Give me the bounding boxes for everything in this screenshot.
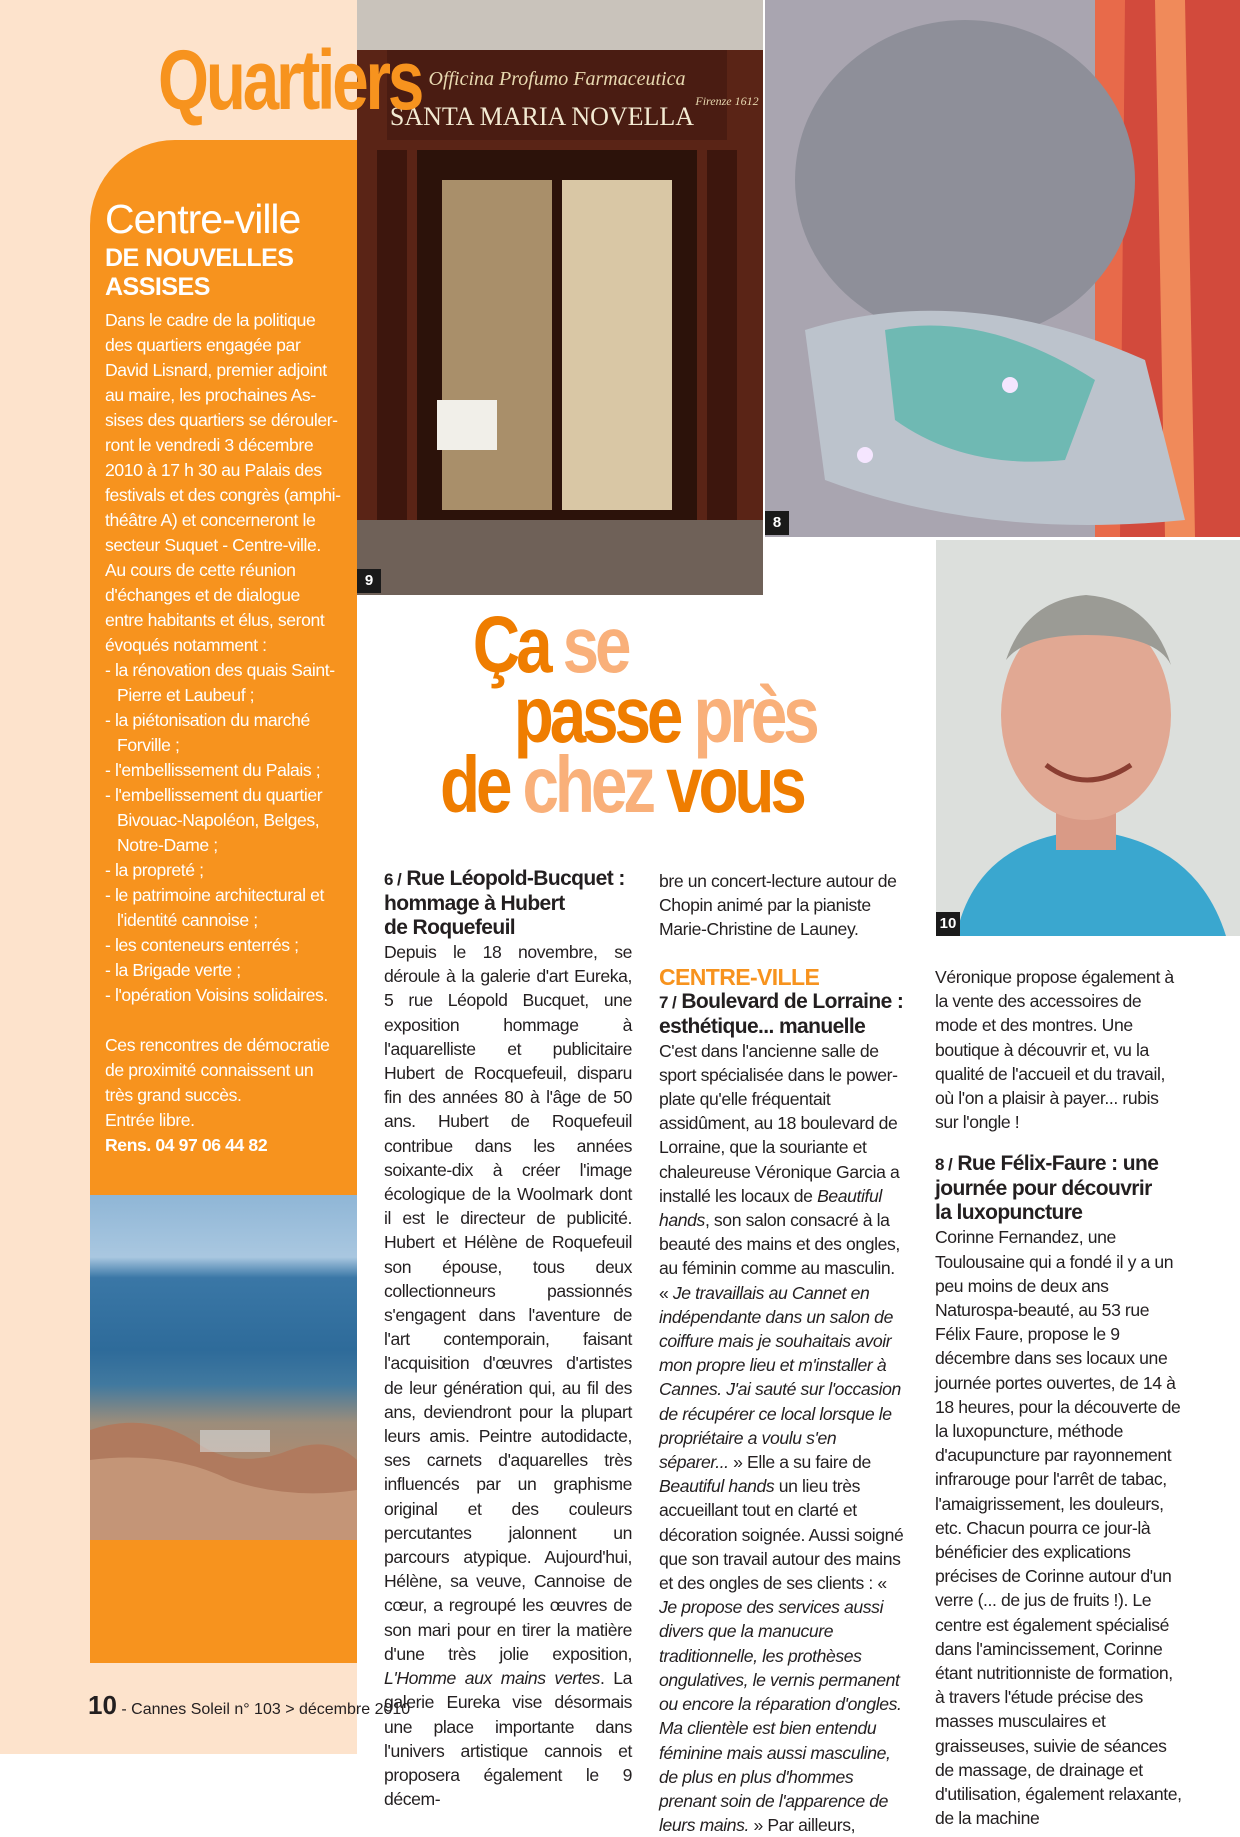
main-headline [440, 600, 825, 829]
body-text: , son salon consacré à la beauté des mains et des ongles, au féminin comme au masculin. [659, 1210, 900, 1279]
article-title-line: journée pour découvrir [935, 1177, 1152, 1201]
article-7-section-label: CENTRE-VILLE [659, 963, 820, 990]
sidebar-list-item: - les conteneurs enterrés ; [105, 935, 299, 955]
machine-illustration [765, 0, 1240, 537]
article-title-line: Boulevard de Lorraine : [681, 989, 904, 1013]
sidebar-line: au maire, les prochaines As- [105, 385, 316, 405]
body-text: » Par ailleurs, [749, 1815, 856, 1836]
photo-number: 8 [765, 511, 789, 535]
sidebar-line: David Lisnard, premier adjoint [105, 360, 327, 380]
article-8-body: Corinne Fernandez, une Toulousaine qui a fondé il y a un peu moins de deux ans Naturospa-beauté, au 53 rue Félix Faure, propose le 9 décembre dans ses locaux une journée portes ouvertes, de 14 à 18 heures, pour la découverte de la luxopuncture, méthode d'acupuncture par rayonnement infrarouge pour l'arrêt de tabac, l'amaigrissement, les douleurs, etc. Chacun pourra ce jour-là bénéficier des explications précises de Corinne autour d'un verre (... de jus de fruits !). Le centre est également spécialisé dans l'amincissement, Corinne étant nutritionniste de formation, à travers l'étude précise des masses musculaires et graisseuses, suivie de séances de massage, de drainage et d'utilisation, également relaxante, de la machine [935, 1227, 1182, 1829]
sign-line1: Officina Profumo Farmaceutica [428, 68, 686, 90]
sidebar-line: festivals et des congrès (amphi- [105, 485, 341, 505]
body-text: C'est dans l'ancienne salle de sport spécialisée dans le power-plate qu'elle fréquentait assidûment, au 18 boulevard de Lorraine, que la souriante et chaleureuse Véronique Garcia a installé les locaux de [659, 1040, 900, 1206]
sidebar-list-item: - le patrimoine architectural et l'identité cannoise ; [105, 885, 324, 930]
sidebar-line: Dans le cadre de la politique [105, 310, 316, 330]
article-title-line: esthétique... manuelle [659, 1014, 866, 1038]
sidebar-line: théâtre A) et concerneront le [105, 510, 316, 530]
body-emphasis: Je propose des services aussi divers que la manucure traditionnelle, les prothèses ongulatives, le vernis permanent ou encore la réparation d'ongles. Ma clientèle est bien entendu féminine mais aussi masculine, de plus en plus d'hommes prenant soin de l'apparence de leurs mains. [659, 1597, 902, 1836]
sidebar-subtitle [105, 244, 350, 302]
body-text: . La galerie Eureka vise désormais une place importante dans l'univers artistique cannois et proposera également le 9 décem- [384, 1668, 632, 1810]
body-text: » Elle a su faire de [728, 1452, 871, 1473]
article-6-body [384, 940, 632, 1811]
body-emphasis: Je travaillais au Cannet en indépendante dans un salon de coiffure mais je souhaitais avoir mon propre lieu et m'installer à Cannes. J'ai sauté sur l'occasion de récupérer ce local lorsque le propriétaire a voulu s'en séparer... [659, 1282, 901, 1473]
body-text: Depuis le 18 novembre, se déroule à la galerie d'art Eureka, 5 rue Léopold Bucquet, une exposition hommage à l'aquarelliste et publicitaire Hubert de Rocquefeuil, disparu fin des années 80 à l'âge de 50 ans. Hubert de Roquefeuil contribue dans les années soixante-dix à créer l'image écologique de la Woolmark dont il est le directeur de publicité. Hubert et Hélène de Roquefeuil son épouse, tous deux collectionneurs passionnés s'engagent dans l'aventure de l'art contemporain, faisant l'acquisition d'œuvres d'artistes de leur génération qui, au fil des ans, deviendront pour la plupart leurs amis. Peintre autodidacte, ses carnets d'aquarelles très influencés par un graphisme original et des couleurs percutantes jalonnent un parcours atypique. Aujourd'hui, Hélène, sa veuve, Cannoise de cœur, a regroupé les œuvres de son mari pour en tirer la matière d'une très jolie exposition, [384, 942, 632, 1664]
article-title-line: Rue Léopold-Bucquet : [406, 867, 625, 890]
sidebar-line: Entrée libre. [105, 1110, 195, 1130]
coastline-illustration [90, 1390, 357, 1540]
body-emphasis: L'Homme aux mains vertes [384, 1668, 600, 1689]
body-text: un lieu très accueillant tout en clarté et décoration soignée. Aussi soigné que son travail autour des mains et des ongles de ses clients : « [659, 1476, 904, 1594]
article-number: 8 / [935, 1155, 953, 1175]
sidebar-subtitle-line: ASSISES [105, 273, 210, 301]
body-text: « [659, 1282, 673, 1303]
sidebar-line: secteur Suquet - Centre-ville. [105, 535, 321, 555]
sidebar-list-item: - la propreté ; [105, 860, 204, 880]
article-title-line: de Roquefeuil [384, 916, 516, 939]
section-title: Quartiers [158, 33, 422, 127]
sidebar-list-item: - l'opération Voisins solidaires. [105, 985, 328, 1005]
sidebar-list-item: - l'embellissement du quartier Bivouac-Napoléon, Belges, Notre-Dame ; [105, 785, 323, 855]
sign-right: Firenze 1612 [695, 94, 759, 108]
sign-line2: SANTA MARIA NOVELLA [389, 102, 695, 131]
sidebar-line: évoqués notamment : [105, 635, 267, 655]
column-3 [935, 965, 1183, 1831]
photo-portrait-man [936, 540, 1240, 936]
sidebar-line: entre habitants et élus, seront [105, 610, 325, 630]
photo-number: 10 [936, 912, 960, 936]
headline-word: Ça [472, 600, 549, 689]
portrait-illustration [936, 540, 1240, 936]
spacer [105, 1008, 350, 1033]
footer-text: - Cannes Soleil n° 103 > décembre 2010 [116, 1701, 411, 1718]
sidebar-line: Au cours de cette réunion [105, 560, 296, 580]
sidebar-contact: Rens. 04 97 06 44 82 [105, 1135, 268, 1155]
headline-word: près [693, 670, 816, 759]
article-8-title [935, 1152, 1183, 1225]
sidebar-title: Centre-ville [105, 196, 301, 242]
sidebar-centre-ville [90, 140, 357, 1663]
sidebar-line: Ces rencontres de démocratie [105, 1035, 330, 1055]
sidebar-line: très grand succès. [105, 1085, 242, 1105]
sidebar-line: 2010 à 17 h 30 au Palais des [105, 460, 322, 480]
article-6-title [384, 867, 632, 940]
article-number: 7 / [659, 992, 677, 1012]
sidebar-line: de proximité connaissent un [105, 1060, 314, 1080]
sidebar-list-item: - la Brigade verte ; [105, 960, 241, 980]
article-title-line: la luxopuncture [935, 1201, 1083, 1225]
article-number: 6 / [384, 870, 402, 889]
sidebar-line: des quartiers engagée par [105, 335, 301, 355]
sidebar-line: sises des quartiers se dérouler- [105, 410, 338, 430]
photo-number: 9 [357, 569, 381, 593]
headline-line [440, 740, 825, 829]
headline-word: passe [513, 670, 680, 759]
article-title-line: Rue Félix-Faure : une [957, 1152, 1159, 1176]
sidebar-line: ront le vendredi 3 décembre [105, 435, 314, 455]
headline-word: se [562, 600, 628, 689]
headline-word: chez [522, 740, 652, 829]
body-emphasis: Beautiful hands [659, 1185, 882, 1231]
article-7-title [659, 990, 907, 1039]
page-number: 10 [88, 1690, 117, 1720]
sidebar-list-item: - l'embellissement du Palais ; [105, 760, 321, 780]
article-title-line: hommage à Hubert [384, 892, 565, 915]
aerial-photo-cannes [90, 1195, 357, 1540]
headline-word: vous [666, 740, 803, 829]
article-6 [384, 867, 632, 1811]
headline-word: de [440, 740, 509, 829]
article-7-body [659, 1039, 907, 1281]
sidebar-list-item: - la rénovation des quais Saint-Pierre et Laubeuf ; [105, 660, 335, 705]
page-footer [88, 1690, 410, 1725]
photo-power-plate-machine [765, 0, 1240, 537]
sidebar-line: d'échanges et de dialogue [105, 585, 300, 605]
sidebar-body [105, 308, 350, 1158]
sidebar-list-item: - la piétonisation du marché Forville ; [105, 710, 310, 755]
article-6-continued: bre un concert-lecture autour de Chopin animé par la pianiste Marie-Christine de Launey. [659, 871, 897, 940]
article-7-continued: Véronique propose également à la vente des accessoires de mode et des montres. Une boutique à découvrir et, vu la qualité de l'accueil et du travail, où l'on a plaisir à payer... rubis sur l'ongle ! [935, 967, 1174, 1133]
sidebar-subtitle-line: DE NOUVELLES [105, 244, 294, 272]
body-emphasis: Beautiful hands [659, 1476, 775, 1497]
column-2 [659, 869, 907, 1837]
